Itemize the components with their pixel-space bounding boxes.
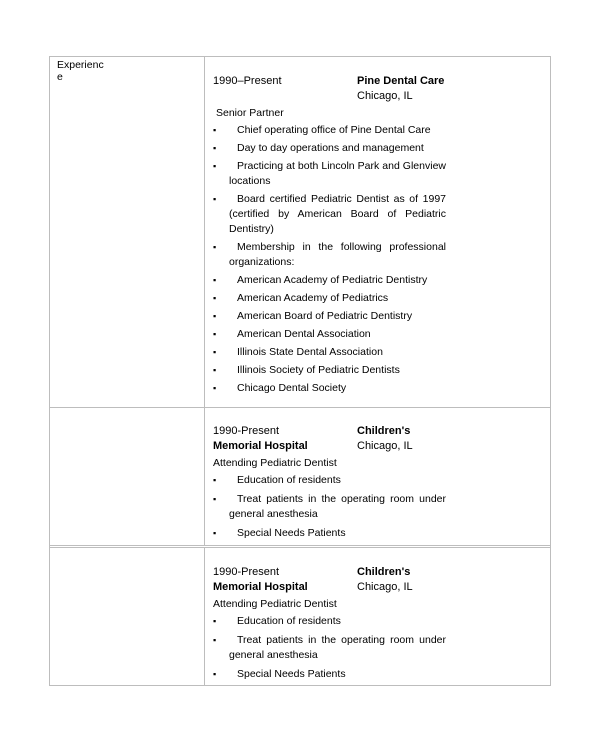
entry-2-title: Attending Pediatric Dentist (213, 457, 337, 469)
entry-3-bullets (213, 614, 446, 682)
entry-2-org: Children's (357, 425, 411, 437)
entry-1-content (205, 57, 550, 407)
list-item: ▪ Treat patients in the operating room under general anesthesia (213, 634, 446, 661)
entry-1-org: Pine Dental Care (357, 75, 445, 87)
list-item: ▪ American Board of Pediatric Dentistry (213, 310, 413, 322)
entry-2-date: 1990-Present (213, 425, 280, 437)
list-item: ▪ Special Needs Patients (213, 527, 346, 539)
experience-row-1 (50, 56, 550, 407)
experience-row-3 (50, 545, 550, 686)
entry-1-date: 1990–Present (213, 75, 282, 87)
list-item: ▪ Day to day operations and management (213, 142, 424, 154)
entry-1-bullets (213, 123, 446, 396)
list-item: ▪ Treat patients in the operating room under general anesthesia (213, 493, 446, 520)
list-item: ▪ Chief operating office of Pine Dental Care (213, 124, 431, 136)
entry-3-content (205, 548, 550, 685)
list-item: ▪ Chicago Dental Society (213, 382, 347, 394)
empty-label-cell (50, 408, 205, 545)
entry-1-title: Senior Partner (216, 107, 284, 119)
list-item: ▪ Illinois State Dental Association (213, 346, 383, 358)
entry-3-org: Children's (357, 566, 411, 578)
list-item: ▪ Illinois Society of Pediatric Dentists (213, 364, 400, 376)
entry-3-location: Chicago, IL (357, 581, 413, 593)
entry-2-org-line2: Memorial Hospital (213, 440, 308, 452)
list-item: ▪ Practicing at both Lincoln Park and Glenview locations (213, 160, 446, 187)
list-item: ▪ Education of residents (213, 615, 341, 627)
entry-3-date: 1990-Present (213, 566, 280, 578)
list-item: ▪ Special Needs Patients (213, 668, 346, 680)
entry-3-org-line2: Memorial Hospital (213, 581, 308, 593)
experience-table (49, 56, 551, 686)
entry-2-location: Chicago, IL (357, 440, 413, 452)
list-item: ▪ Education of residents (213, 474, 341, 486)
list-item: ▪ American Dental Association (213, 328, 371, 340)
list-item: ▪ American Academy of Pediatric Dentistry (213, 274, 428, 286)
section-label-cell (50, 57, 205, 407)
experience-row-2 (50, 407, 550, 545)
entry-2-content (205, 408, 550, 545)
section-label: Experience (57, 59, 104, 83)
list-item: ▪ Membership in the following professional organizations: (213, 241, 446, 268)
entry-1-location: Chicago, IL (357, 90, 413, 102)
entry-3-title: Attending Pediatric Dentist (213, 598, 337, 610)
entry-2-bullets (213, 473, 446, 541)
empty-label-cell (50, 548, 205, 685)
list-item: ▪ American Academy of Pediatrics (213, 292, 389, 304)
list-item: ▪ Board certified Pediatric Dentist as of 1997 (certified by American Board of Pediatric Dentistry) (213, 193, 446, 235)
